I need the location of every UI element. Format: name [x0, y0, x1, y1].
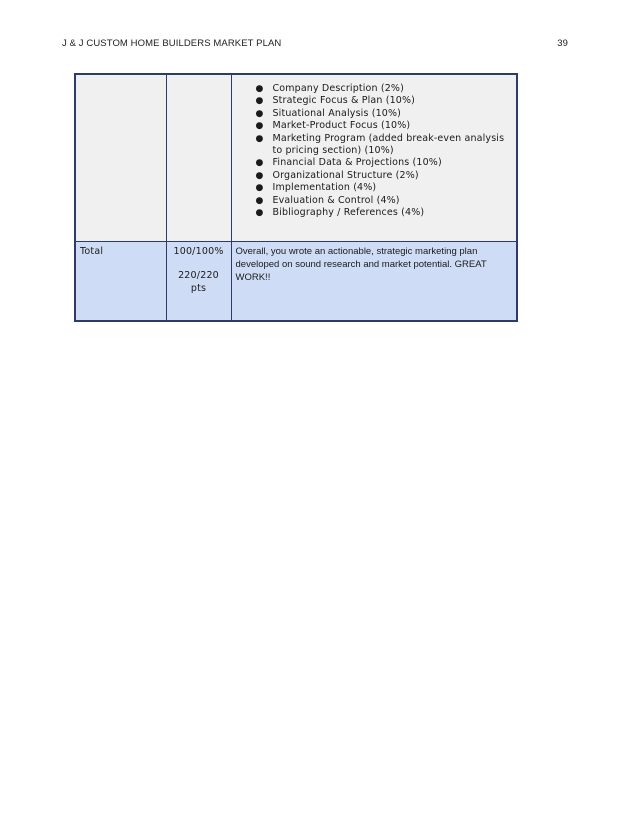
list-item: ● Bibliography / References (4%)	[255, 207, 425, 219]
score-percent: 100/100%	[173, 246, 224, 257]
list-item: ● Company Description (2%)	[255, 83, 404, 94]
bullet-icon: ●	[255, 158, 264, 169]
criteria-list-cell	[231, 74, 517, 242]
bullet-icon: ●	[255, 133, 264, 144]
total-score-cell	[166, 242, 231, 322]
criteria-list	[232, 75, 517, 219]
list-item: ● Market-Product Focus (10%)	[255, 120, 411, 132]
score-points: 220/220 pts	[178, 270, 219, 294]
grading-table	[74, 73, 518, 322]
page-number: 39	[557, 38, 568, 49]
list-item: ● Implementation (4%)	[255, 182, 377, 194]
list-item: ● Strategic Focus & Plan (10%)	[255, 95, 416, 107]
bullet-icon: ●	[255, 170, 264, 181]
total-label: Total	[80, 246, 104, 257]
bullet-icon: ●	[255, 84, 264, 94]
bullet-icon: ●	[255, 183, 264, 194]
bullet-icon: ●	[255, 208, 264, 219]
criteria-score-cell	[166, 74, 231, 242]
bullet-icon: ●	[255, 108, 264, 119]
list-item: ● Situational Analysis (10%)	[255, 107, 402, 119]
list-item: ● Financial Data & Projections (10%)	[255, 157, 442, 169]
page-header	[62, 38, 568, 52]
total-comment-cell	[231, 242, 517, 322]
table-row-criteria	[75, 74, 517, 242]
bullet-icon: ●	[255, 195, 264, 206]
list-item: ● Evaluation & Control (4%)	[255, 194, 400, 206]
document-title: J & J CUSTOM HOME BUILDERS MARKET PLAN	[62, 38, 282, 49]
bullet-icon: ●	[255, 96, 264, 107]
total-label-cell	[75, 242, 166, 322]
bullet-icon: ●	[255, 121, 264, 132]
list-item: ● Marketing Program (added break-even analysis to pricing section) (10%)	[255, 132, 505, 157]
list-item: ● Organizational Structure (2%)	[255, 169, 419, 181]
total-comment: Overall, you wrote an actionable, strategic marketing plan developed on sound research and market potential. GREAT WORK!!	[235, 246, 487, 283]
criteria-category-cell	[75, 74, 166, 242]
table-row-total	[75, 242, 517, 322]
total-score	[167, 242, 231, 295]
